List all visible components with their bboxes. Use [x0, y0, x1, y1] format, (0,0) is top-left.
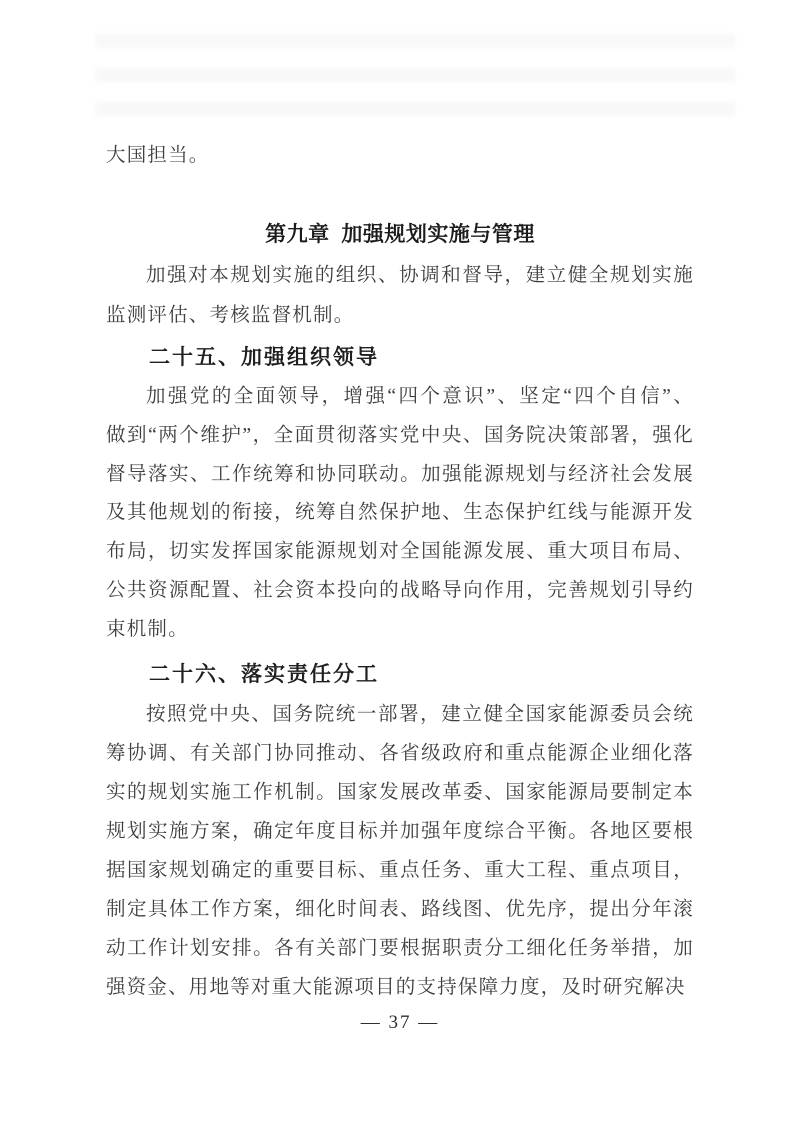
chapter-title: 第九章 加强规划实施与管理: [265, 222, 535, 246]
text-line: 公共资源配置、社会资本投向的战略导向作用，完善规划引导约: [106, 579, 694, 601]
text-line: 实的规划实施工作机制。国家发展改革委、国家能源局要制定本: [106, 781, 694, 803]
paragraph-continuation-line: 大国担当。: [106, 145, 210, 166]
text-line: 筹协调、有关部门协同推动、各省级政府和重点能源企业细化落: [106, 742, 694, 764]
section-heading-26: 二十六、落实责任分工: [149, 662, 380, 686]
text-line: 布局，切实发挥国家能源规划对全国能源发展、重大项目布局、: [106, 541, 694, 563]
text-line: 动工作计划安排。各有关部门要根据职责分工细化任务举措，加: [106, 937, 694, 959]
bleed-through-artifact: [95, 34, 735, 134]
text-line: 监测评估、考核监督机制。: [106, 304, 355, 326]
text-line: 加强对本规划实施的组织、协调和督导，建立健全规划实施: [145, 265, 694, 286]
section-26-paragraph: [106, 695, 694, 1007]
section-heading-25: 二十五、加强组织领导: [149, 346, 380, 369]
text-line: 做到“两个维护”，全面贯彻落实党中央、国务院决策部署，强化: [106, 424, 694, 446]
text-line: 束机制。: [106, 618, 189, 640]
chapter-intro-paragraph: [106, 256, 694, 335]
text-line: 制定具体工作方案，细化时间表、路线图、优先序，提出分年滚: [106, 898, 694, 920]
text-line: 据国家规划确定的重要目标、重点任务、重大工程、重点项目，: [106, 859, 694, 881]
text-line: 加强党的全面领导，增强“四个意识”、坚定“四个自信”、: [145, 386, 694, 407]
text-line: 规划实施方案，确定年度目标并加强年度综合平衡。各地区要根: [106, 820, 694, 842]
text-line: 强资金、用地等对重大能源项目的支持保障力度，及时研究解决: [106, 976, 686, 998]
text-line: 及其他规划的衔接，统筹自然保护地、生态保护红线与能源开发: [106, 502, 694, 524]
text-line: 按照党中央、国务院统一部署，建立健全国家能源委员会统: [145, 703, 694, 725]
text-line: 督导落实、工作统筹和协同联动。加强能源规划与经济社会发展: [106, 463, 694, 485]
section-25-paragraph: [106, 378, 694, 650]
page-number: — 37 —: [360, 1011, 440, 1033]
